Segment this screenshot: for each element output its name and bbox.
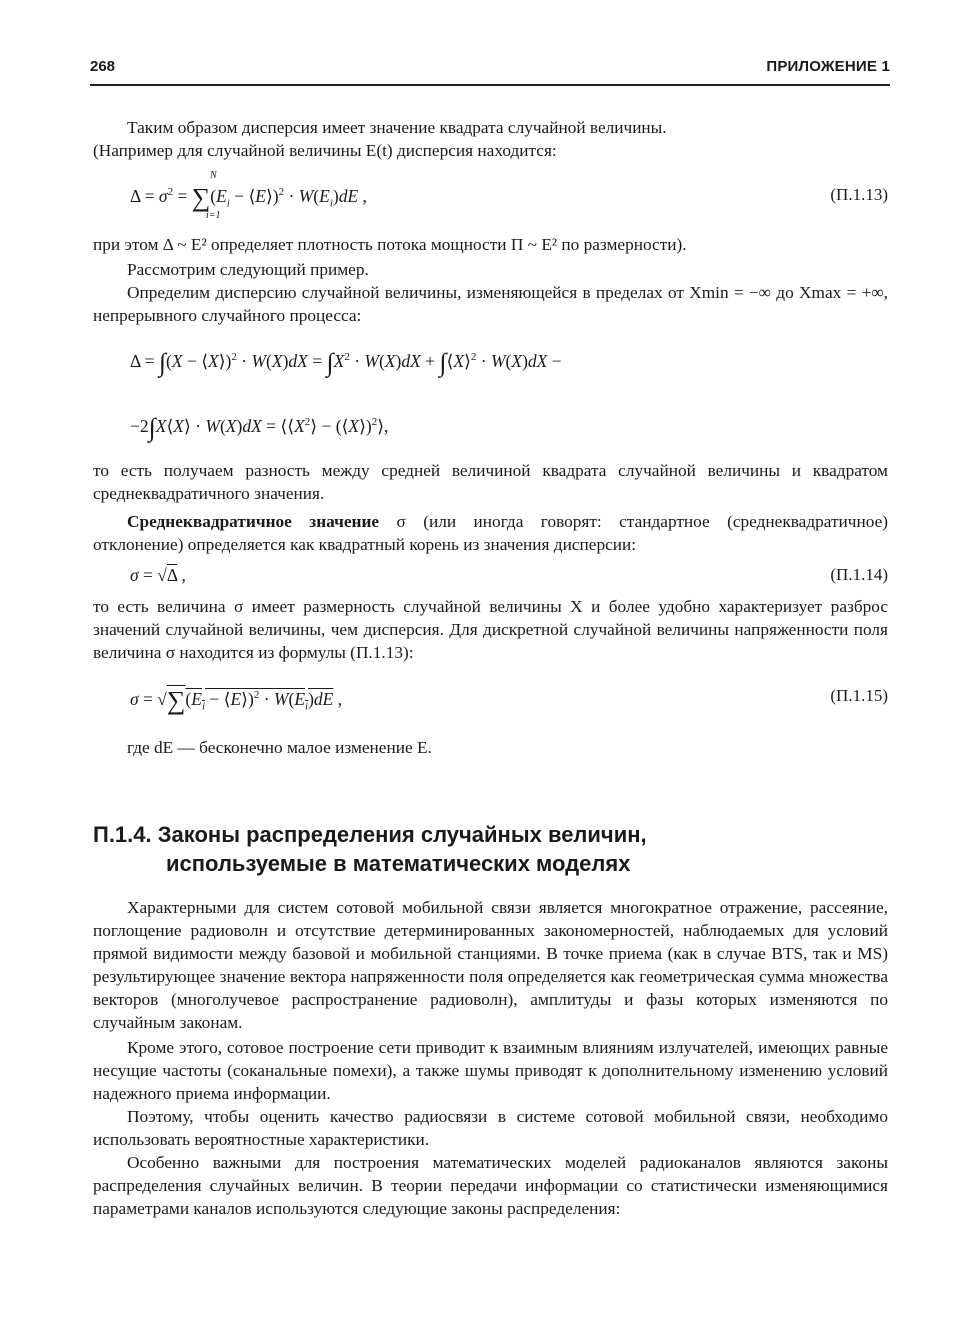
paragraph-laws: Особенно важными для построения математических моделей радиоканалов являются законы распределения случайных величин. В теории передачи информации со статистически изменяющимися параметрами каналов используются следующие законы распределения: <box>93 1153 888 1218</box>
rms-rest: σ (или иногда говорят: стандартное (среднеквадратичное) отклонение) определяется как квадратный корень из значения дисперсии: <box>93 512 888 554</box>
paragraph-dE: где dE — бесконечно малое изменение E. <box>127 738 432 757</box>
paragraph-flux: при этом Δ ~ E² определяет плотность потока мощности П ~ E² по размерности). <box>93 235 687 254</box>
equation-1-15: $\sigma = √\sum(E_i$ − ⟨E⟩)$^2$ · $W(E_i)dE$ , <box>130 686 343 715</box>
section-heading <box>93 820 647 878</box>
paragraph-rms <box>93 510 888 556</box>
running-head: ПРИЛОЖЕНИЕ 1 <box>766 58 890 75</box>
page-number: 268 <box>90 58 116 75</box>
paragraph-mobile: Характерными для систем сотовой мобильной связи является многократное отражение, рассеяние, поглощение радиоволн и отсутствие детерминированных закономерностей, наблюдаемых для условий прямой видимости между базовой и мобильной станциями. В точке приема (как в случае BTS, так и MS) результирующее значение вектора напряженности поля определяется как геометрическая сумма множества векторов (многолучевое распространение радиоволн), амплитуды и фазы которых изменяются по случайным законам. <box>93 898 888 1032</box>
sum-lower-limit: i=1 <box>206 210 221 221</box>
paragraph-difference: то есть получаем разность между средней величиной квадрата случайной величины и квадратом среднеквадратичного значения. <box>93 461 888 503</box>
equation-integral-line-2: −2∫X⟨X⟩ · $W(X)dX = ⟨⟨X^2⟩$ − (⟨X⟩)$^2$⟩, <box>130 413 389 442</box>
paragraph-example: Рассмотрим следующий пример. <box>127 260 369 279</box>
rms-term: Среднеквадратичное значение <box>127 512 380 531</box>
page-header <box>90 58 890 80</box>
section-heading-line-2: используемые в математических моделях <box>166 851 631 876</box>
dispersion-line-1: Таким образом дисперсия имеет значение квадрата случайной величины. <box>127 118 667 137</box>
equation-number-13: (П.1.13) <box>830 185 888 204</box>
equation-1-14: σ = √Δ , <box>130 565 186 585</box>
paragraph-define: Определим дисперсию случайной величины, изменяющейся в пределах от Xmin = −∞ до Xmax = +∞, непрерывного случайного процесса: <box>93 283 888 325</box>
equation-1-13: $\Delta = \sigma^2 = \sum(E_i$ − ⟨E⟩)$^2$ · $W(E_i)dE$ , <box>130 183 367 212</box>
paragraph-sigma: то есть величина σ имеет размерность случайной величины X и более удобно характеризует разброс значений случайной величины, чем дисперсия. Для дискретной случайной величины напряженности поля величина σ находится из формулы (П.1.13): <box>93 597 888 662</box>
paragraph-dispersion <box>93 116 888 162</box>
equation-integral-line-1: Δ = ∫(X − ⟨X⟩)$^2$ · $W(X)dX = \int X^2 \cdot W(X)dX$ + ∫⟨X⟩$^2$ · W(X)dX − <box>130 348 562 377</box>
paragraph-therefore: Поэтому, чтобы оценить качество радиосвязи в системе сотовой мобильной связи, необходимо использовать вероятностные характеристики. <box>93 1107 888 1149</box>
paragraph-network: Кроме этого, сотовое построение сети приводит к взаимным влияниям излучателей, имеющих равные несущие частоты (соканальные помехи), а также шумы приводят к дополнительному изменению условий надежного приема информации. <box>93 1038 888 1103</box>
equation-number-15: (П.1.15) <box>830 686 888 705</box>
dispersion-line-2: (Например для случайной величины E(t) дисперсия находится: <box>93 141 557 160</box>
sum-upper-limit: N <box>210 170 217 181</box>
section-heading-line-1: П.1.4. Законы распределения случайных величин, <box>93 822 647 847</box>
equation-number-14: (П.1.14) <box>830 565 888 584</box>
header-rule <box>90 84 890 86</box>
